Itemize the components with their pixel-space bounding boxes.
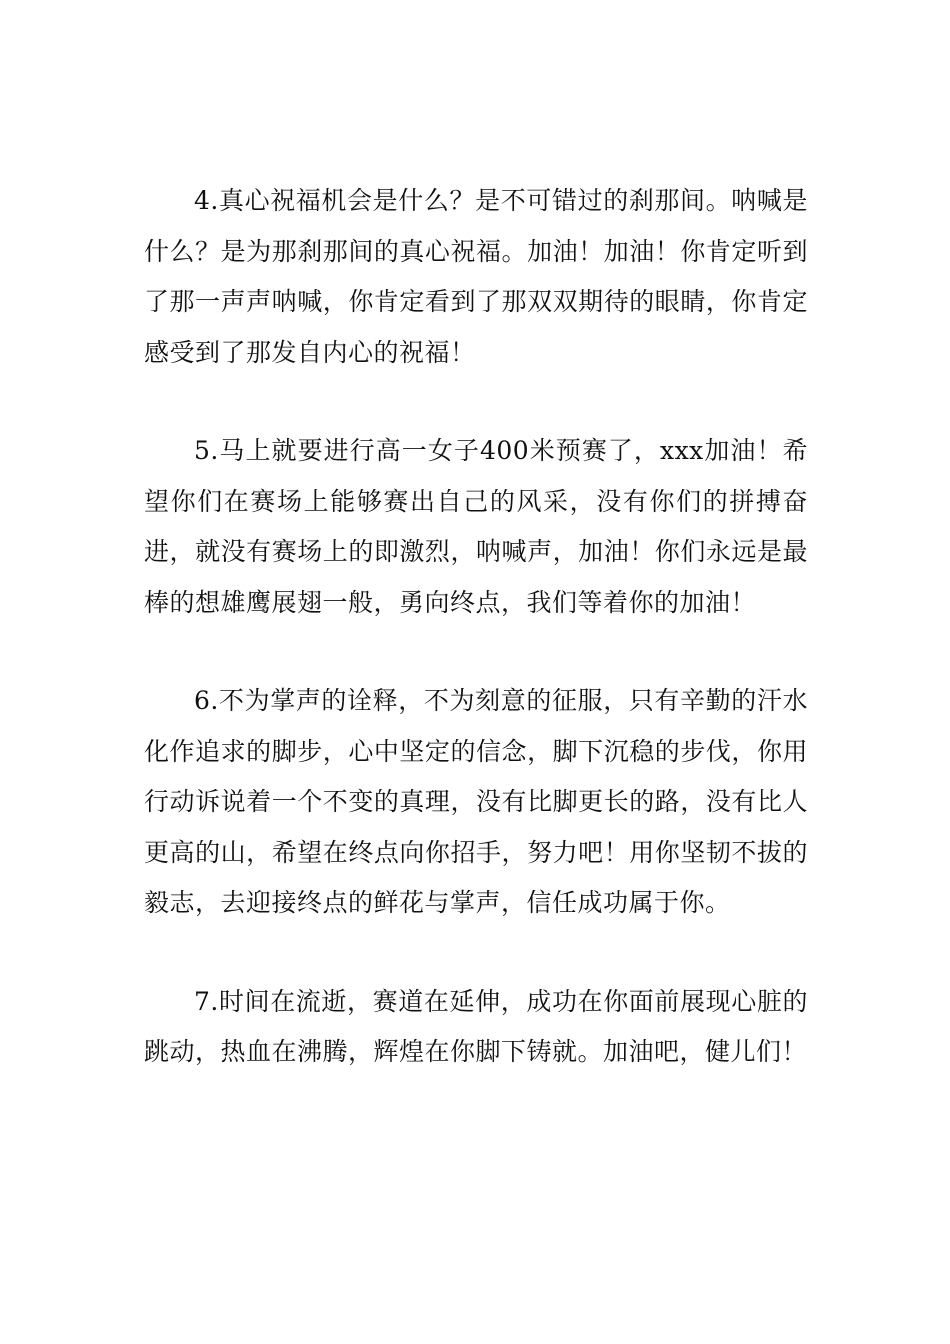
paragraph-spacer	[144, 929, 808, 977]
paragraph-spacer	[144, 378, 808, 426]
paragraph-spacer	[144, 628, 808, 676]
document-body	[144, 176, 808, 1078]
paragraph-6: 6.不为掌声的诠释，不为刻意的征服，只有辛勤的汗水化作追求的脚步，心中坚定的信念，脚下沉稳的步伐，你用行动诉说着一个不变的真理，没有比脚更长的路，没有比人更高的山，希望在终点向你招手，努力吧！用你坚韧不拔的毅志，去迎接终点的鲜花与掌声，信任成功属于你。	[144, 686, 808, 917]
paragraph-7: 7.时间在流逝，赛道在延伸，成功在你面前展现心脏的跳动，热血在沸腾，辉煌在你脚下铸就。加油吧，健儿们！	[144, 986, 808, 1066]
paragraph-4: 4.真心祝福机会是什么？是不可错过的刹那间。呐喊是什么？是为那刹那间的真心祝福。加油！加油！你肯定听到了那一声声呐喊，你肯定看到了那双双期待的眼睛，你肯定感受到了那发自内心的祝福！	[144, 186, 808, 367]
paragraph-5: 5.马上就要进行高一女子400米预赛了，xxx加油！希望你们在赛场上能够赛出自己的风采，没有你们的拼搏奋进，就没有赛场上的即激烈，呐喊声，加油！你们永远是最棒的想雄鹰展翅一般，勇向终点，我们等着你的加油！	[144, 436, 808, 617]
